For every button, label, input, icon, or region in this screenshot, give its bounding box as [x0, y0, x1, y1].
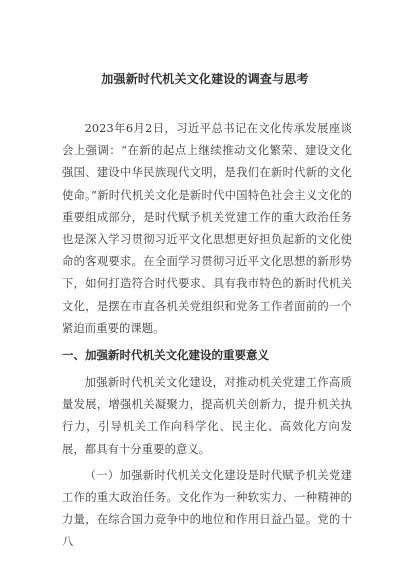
section-paragraph-1: 加强新时代机关文化建设，对推动机关党建工作高质量发展，增强机关凝聚力，提高机关创新力，提升机关执行力，引导机关工作向科学化、民主化、高效化方向发展，都具有十分重要的意义。	[62, 376, 352, 456]
section-paragraph-2: （一）加强新时代机关文化建设是时代赋予机关党建工作的重大政治任务。文化作为一种软实力、一种精神的力量，在综合国力竞争中的地位和作用日益凸显。党的十八	[62, 468, 352, 549]
intro-paragraph: 2023年6月2日，习近平总书记在文化传承发展座谈会上强调：“在新的起点上继续推动文化繁荣、建设文化强国、建设中华民族现代文明，是我们在新时代新的文化使命。”新时代机关文化是新时代中国特色社会主义文化的重要组成部分，是时代赋予机关党建工作的重大政治任务也是深入学习贯彻习近平文化思想更好担负起新的文化使命的客观要求。在全面学习贯彻习近平文化思想的新形势下，如何打造符合时代要求、具有我市特色的新时代机关文化，是摆在市直各机关党组织和党务工作者面前的一个紧迫而重要的课题。	[62, 122, 352, 335]
document-body	[62, 118, 352, 558]
document-title: 加强新时代机关文化建设的调查与思考	[101, 72, 309, 86]
section-heading: 一、加强新时代机关文化建设的重要意义	[62, 348, 269, 363]
